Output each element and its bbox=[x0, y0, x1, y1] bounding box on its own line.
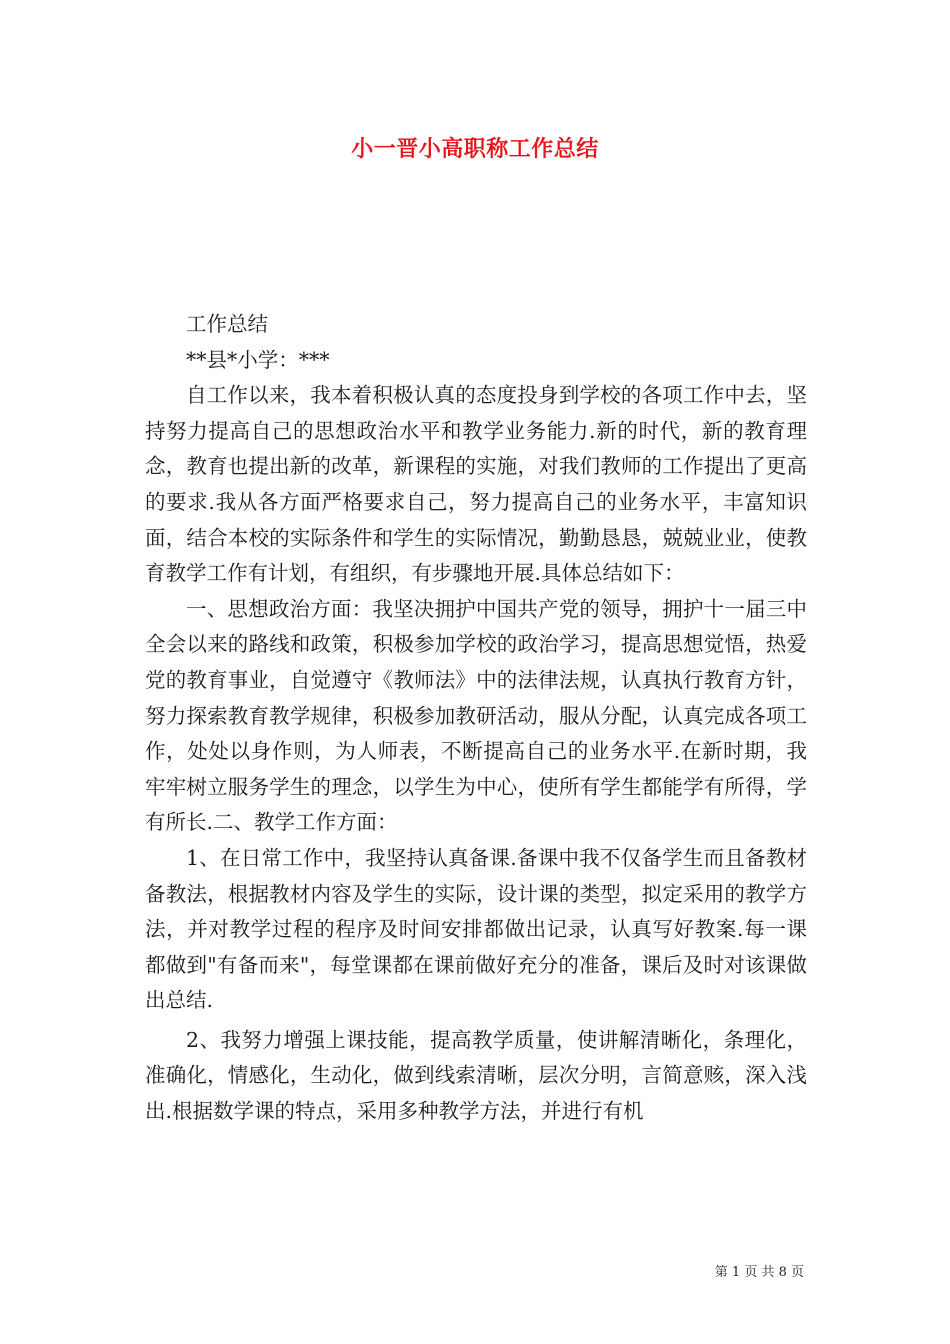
paragraph-teaching-1: 1、在日常工作中，我坚持认真备课.备课中我不仅备学生而且备教材备教法，根据教材内容及学生的实际，设计课的类型，拟定采用的教学方法，并对教学过程的程序及时间安排都做出记录，认真写好教案.每一课都做到"有备而来"，每堂课都在课前做好充分的准备，课后及时对该课做出总结. bbox=[145, 845, 807, 1013]
document-title: 小一晋小高职称工作总结 bbox=[351, 136, 599, 162]
paragraph-intro: 自工作以来，我本着积极认真的态度投身到学校的各项工作中去，坚持努力提高自己的思想政治水平和教学业务能力.新的时代，新的教育理念，教育也提出新的改革，新课程的实施，对我们教师的工作提出了更高的要求.我从各方面严格要求自己，努力提高自己的业务水平，丰富知识面，结合本校的实际条件和学生的实际情况，勤勤恳恳，兢兢业业，使教育教学工作有计划，有组织，有步骤地开展.具体总结如下： bbox=[145, 383, 807, 586]
paragraph-heading: 工作总结 bbox=[186, 312, 268, 336]
paragraph-author: **县*小学：*** bbox=[186, 347, 330, 372]
paragraph-political: 一、思想政治方面：我坚决拥护中国共产党的领导，拥护十一届三中全会以来的路线和政策，积极参加学校的政治学习，提高思想觉悟，热爱党的教育事业，自觉遵守《教师法》中的法律法规，认真执行教育方针，努力探索教育教学规律，积极参加教研活动，服从分配，认真完成各项工作，处处以身作则，为人师表，不断提高自己的业务水平.在新时期，我牢牢树立服务学生的理念，以学生为中心，使所有学生都能学有所得，学有所长.二、教学工作方面： bbox=[145, 596, 807, 835]
page-number: 第 1 页 共 8 页 bbox=[714, 1265, 804, 1280]
paragraph-teaching-2: 2、我努力增强上课技能，提高教学质量，使讲解清晰化，条理化，准确化，情感化，生动化，做到线索清晰，层次分明，言简意赅，深入浅出.根据数学课的特点，采用多种教学方法，并进行有机 bbox=[145, 1027, 807, 1124]
document-body bbox=[145, 307, 807, 1130]
